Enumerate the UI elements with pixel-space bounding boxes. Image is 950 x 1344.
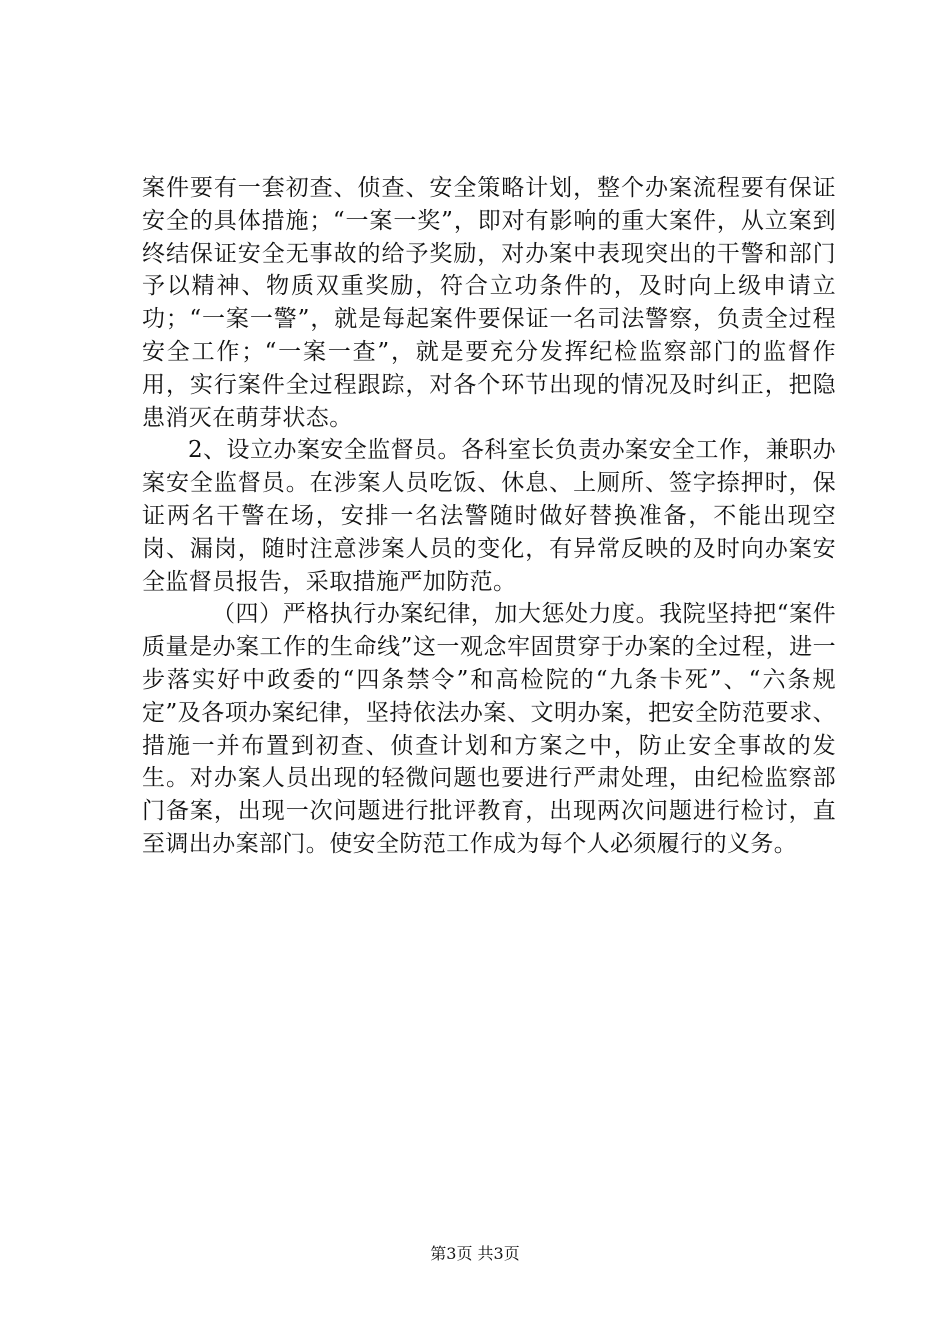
paragraph-safety-supervisor: 2、设立办案安全监督员。各科室长负责办案安全工作，兼职办案安全监督员。在涉案人员吃饭、休息、上厕所、签字捺押时，保证两名干警在场，安排一名法警随时做好替换准备，不能出现空岗、漏岗，随时注意涉案人员的变化，有异常反映的及时向办案安全监督员报告，采取措施严加防范。 [142, 437, 836, 595]
document-body [142, 172, 836, 861]
paragraph-case-safety-measures: 案件要有一套初查、侦查、安全策略计划，整个办案流程要有保证安全的具体措施；“一案一奖”，即对有影响的重大案件，从立案到终结保证安全无事故的给予奖励，对办案中表现突出的干警和部门予以精神、物质双重奖励，符合立功条件的，及时向上级申请立功；“一案一警”，就是每起案件要保证一名司法警察，负责全过程安全工作；“一案一查”，就是要充分发挥纪检监察部门的监督作用，实行案件全过程跟踪，对各个环节出现的情况及时纠正，把隐患消灭在萌芽状态。 [142, 175, 836, 431]
page-number-footer: 第3页 共3页 [430, 1244, 520, 1263]
paragraph-discipline: （四）严格执行办案纪律，加大惩处力度。我院坚持把“案件质量是办案工作的生命线”这一观念牢固贯穿于办案的全过程，进一步落实好中政委的“四条禁令”和高检院的“九条卡死”、“六条规定”及各项办案纪律，坚持依法办案、文明办案，把安全防范要求、措施一并布置到初查、侦查计划和方案之中，防止安全事故的发生。对办案人员出现的轻微问题也要进行严肃处理，由纪检监察部门备案，出现一次问题进行批评教育，出现两次问题进行检讨，直至调出办案部门。使安全防范工作成为每个人必须履行的义务。 [142, 601, 836, 857]
